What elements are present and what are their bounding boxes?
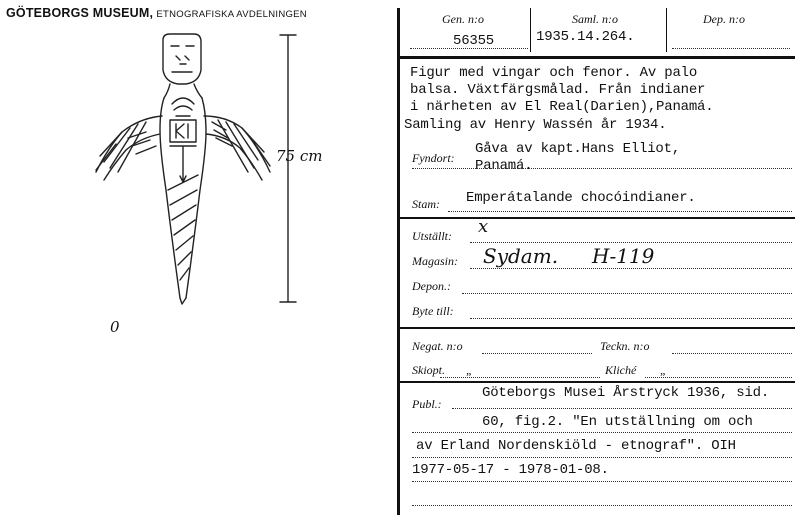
section-separator bbox=[400, 217, 795, 219]
gen-no-value: 56355 bbox=[453, 33, 495, 49]
kliche-label: Kliché bbox=[605, 363, 637, 377]
depon-label: Depon.: bbox=[412, 279, 451, 293]
museum-name: GÖTEBORGS MUSEUM, bbox=[6, 6, 154, 20]
description-line: i närheten av El Real(Darien),Panamá. bbox=[410, 99, 714, 115]
kliche-ditto: „ bbox=[660, 363, 667, 377]
publ-line: Göteborgs Musei Årstryck 1936, sid. bbox=[482, 385, 770, 401]
description-line: Samling av Henry Wassén år 1934. bbox=[404, 117, 667, 133]
height-bar bbox=[280, 35, 296, 302]
section-separator bbox=[400, 381, 795, 383]
publ-line: 1977-05-17 - 1978-01-08. bbox=[412, 462, 609, 478]
utstallt-label: Utställt: bbox=[412, 229, 453, 243]
saml-no-value: 1935.14.264. bbox=[536, 29, 635, 45]
figure-head bbox=[163, 34, 201, 84]
fyndort-label: Fyndort: bbox=[412, 151, 455, 165]
utstallt-value: x bbox=[478, 216, 489, 237]
saml-no-label: Saml. n:o bbox=[572, 12, 618, 26]
publ-line: av Erland Nordenskiöld - etnograf". OIH bbox=[416, 438, 736, 454]
skiopt-label: Skiopt. bbox=[412, 363, 445, 377]
publ-label: Publ.: bbox=[412, 397, 442, 411]
negat-label: Negat. n:o bbox=[412, 339, 463, 353]
section-separator bbox=[400, 327, 795, 329]
magasin-code: H-119 bbox=[592, 244, 655, 268]
description-line: Figur med vingar och fenor. Av palo bbox=[410, 65, 698, 81]
dep-no-label: Dep. n:o bbox=[703, 12, 745, 26]
column-divider bbox=[530, 8, 531, 52]
magasin-value: Sydam. bbox=[483, 244, 559, 268]
stam-value: Emperátalande chocóindianer. bbox=[466, 190, 696, 206]
gen-no-label: Gen. n:o bbox=[442, 12, 484, 26]
byte-label: Byte till: bbox=[412, 304, 454, 318]
column-divider bbox=[666, 8, 667, 52]
teckn-label: Teckn. n:o bbox=[600, 339, 650, 353]
description-line: balsa. Växtfärgsmålad. Från indianer bbox=[410, 82, 706, 98]
stam-label: Stam: bbox=[412, 197, 440, 211]
skiopt-ditto: „ bbox=[466, 363, 473, 377]
card-left-border bbox=[397, 8, 400, 515]
publ-line: 60, fig.2. "En utställning om och bbox=[482, 414, 753, 430]
header-separator bbox=[400, 56, 795, 59]
department-name: ETNOGRAFISKA AVDELNINGEN bbox=[156, 9, 307, 20]
figure-sketch bbox=[0, 0, 395, 519]
fyndort-value: Gåva av kapt.Hans Elliot, bbox=[475, 141, 681, 157]
fyndort-value: Panamá. bbox=[475, 158, 533, 174]
magasin-label: Magasin: bbox=[412, 254, 458, 268]
height-annotation: 75 cm bbox=[276, 147, 323, 165]
corner-mark: 0 bbox=[110, 318, 120, 336]
